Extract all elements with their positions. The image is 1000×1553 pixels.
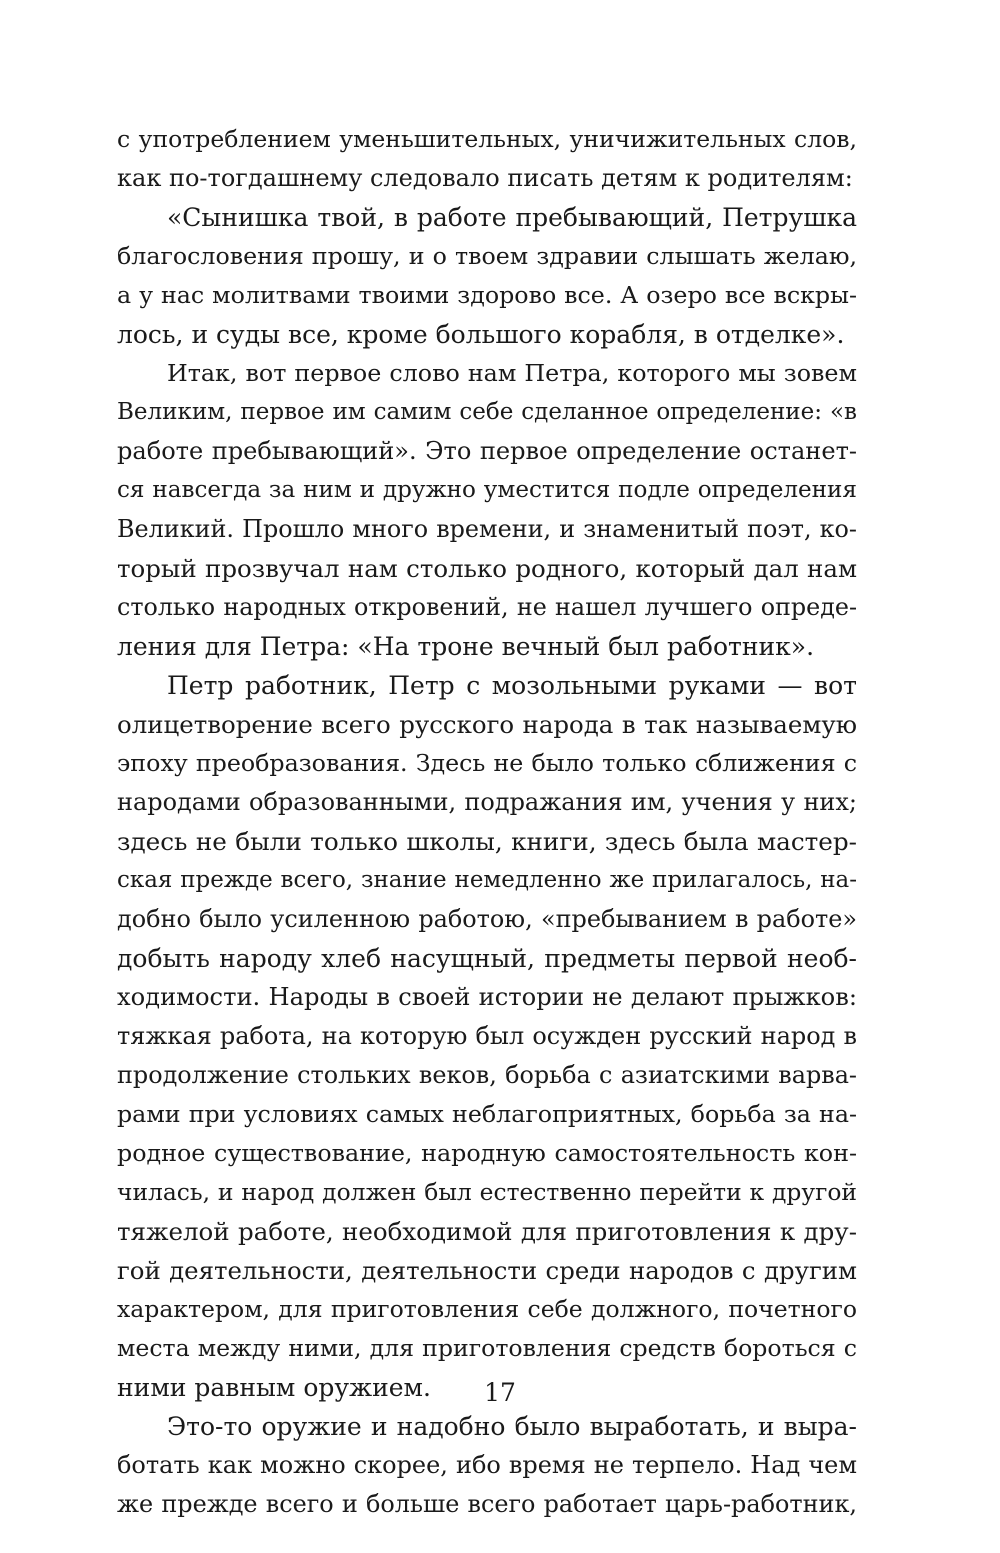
text-line: торый прозвучал нам столько родного, который дал нам	[117, 554, 857, 583]
text-line: рами при условиях самых неблагоприятных, борьба за на-	[117, 1100, 857, 1128]
text-line: Это-то оружие и надобно было выработать, и выра-	[167, 1412, 857, 1441]
text-line: добно было усиленною работою, «пребыванием в работе»	[117, 905, 857, 933]
text-line: ходимости. Народы в своей истории не делают прыжков:	[117, 983, 857, 1011]
text-line: с употреблением уменьшительных, уничижительных слов,	[117, 125, 857, 153]
text-line: ботать как можно скорее, ибо время не терпело. Над чем	[117, 1451, 857, 1479]
text-line: продолжение стольких веков, борьба с азиатскими варва-	[117, 1061, 857, 1089]
text-line: чилась, и народ должен был естественно перейти к другой	[117, 1178, 857, 1206]
text-line: характером, для приготовления себе должного, почетного	[117, 1295, 857, 1323]
text-line: ся навсегда за ним и дружно уместится подле определения	[117, 477, 857, 503]
text-line: работе пребывающий». Это первое определение останет-	[117, 437, 857, 465]
text-line: ления для Петра: «На троне вечный был работник».	[117, 632, 815, 661]
text-line: гой деятельности, деятельности среди народов с другим	[117, 1256, 857, 1285]
text-line: же прежде всего и больше всего работает царь-работник,	[117, 1490, 857, 1518]
text-line: олицетворение всего русского народа в так называемую	[117, 710, 857, 739]
text-line: «Сынишка твой, в работе пребывающий, Петрушка	[167, 203, 857, 232]
text-line: здесь не были только школы, книги, здесь была мастер-	[117, 827, 857, 856]
text-line: благословения прошу, и о твоем здравии слышать желаю,	[117, 242, 857, 270]
page-number: 17	[484, 1378, 516, 1407]
text-line: тяжелой работе, необходимой для приготовления к дру-	[117, 1217, 857, 1246]
text-line: родное существование, народную самостоятельность кон-	[117, 1139, 857, 1167]
text-line: как по-тогдашнему следовало писать детям к родителям:	[117, 164, 853, 192]
text-line: эпоху преобразования. Здесь не было только сближения с	[117, 749, 857, 777]
text-line: народами образованными, подражания им, учения у них;	[117, 788, 857, 816]
text-line: Великим, первое им самим себе сделанное определение: «в	[117, 399, 857, 425]
text-line: места между ними, для приготовления средств бороться с	[117, 1334, 857, 1362]
body-text	[117, 120, 857, 1524]
text-line: Великий. Прошло много времени, и знаменитый поэт, ко-	[117, 515, 857, 543]
text-line: а у нас молитвами твоими здорово все. А озеро все вскры-	[117, 281, 857, 309]
text-line: добыть народу хлеб насущный, предметы первой необ-	[117, 944, 857, 973]
text-line: ними равным оружием.	[117, 1373, 431, 1402]
text-line: тяжкая работа, на которую был осужден русский народ в	[117, 1022, 857, 1050]
text-line: Петр работник, Петр с мозольными руками — вот	[167, 671, 857, 700]
text-line: ская прежде всего, знание немедленно же прилагалось, на-	[117, 867, 857, 893]
text-line: Итак, вот первое слово нам Петра, которого мы зовем	[167, 359, 857, 387]
text-line: лось, и суды все, кроме большого корабля, в отделке».	[117, 320, 845, 349]
text-line: столько народных откровений, не нашел лучшего опреде-	[117, 593, 857, 621]
